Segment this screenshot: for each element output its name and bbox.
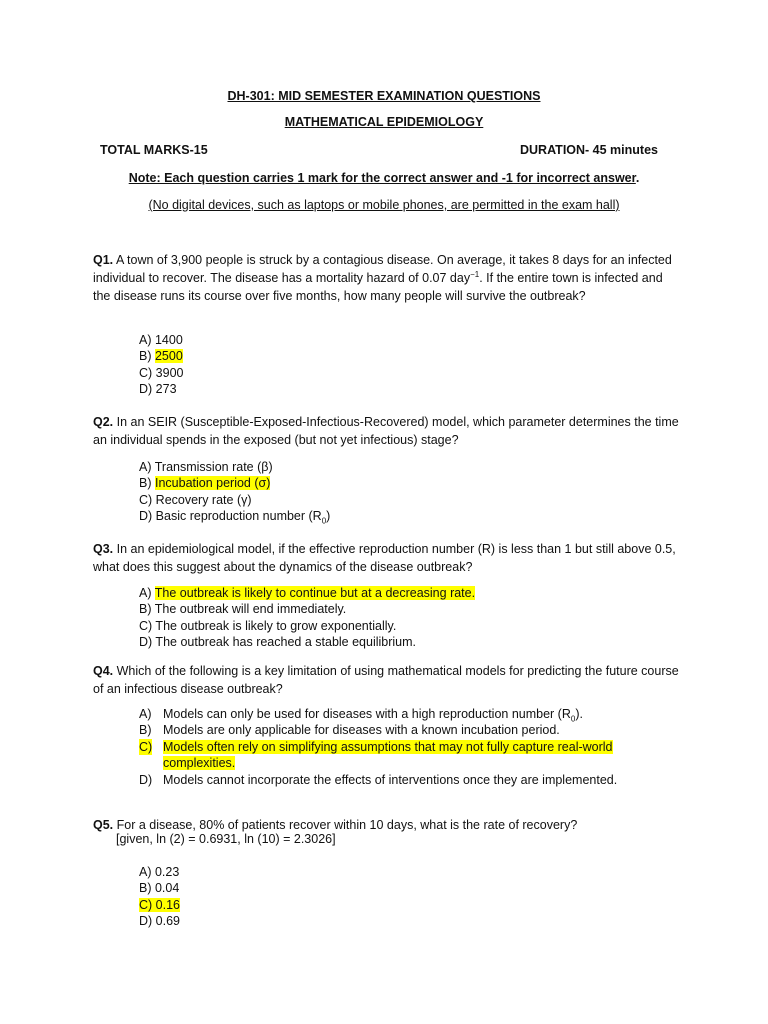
q3-option-c: C) The outbreak is likely to grow exponentially. (139, 618, 397, 633)
devices-note: (No digital devices, such as laptops or mobile phones, are permitted in the exam hall) (148, 198, 620, 212)
q4-option-c-label: C) (139, 739, 153, 754)
q3-option-a-label: A) (139, 586, 155, 600)
question-2-number: Q2. (93, 415, 114, 429)
total-marks: TOTAL MARKS-15 (100, 143, 208, 157)
q4-option-c-answer-line-1: Models often rely on simplifying assumptions that may not fully capture real-world (163, 739, 613, 754)
question-3-number: Q3. (93, 542, 114, 556)
q1-option-b-label: B) (139, 349, 155, 364)
question-3-text: In an epidemiological model, if the effective reproduction number (R) is less than 1 but still above 0.5, what does this suggest about the dynamics of the disease outbreak? (93, 542, 676, 574)
marking-note-period: . (635, 171, 640, 185)
q4-option-a (139, 706, 679, 722)
question-3 (93, 540, 683, 576)
q2-option-a: A) Transmission rate (β) (139, 460, 273, 474)
question-1-superscript: −1 (470, 269, 480, 279)
question-4-options (139, 706, 679, 788)
question-1-options (139, 332, 183, 398)
question-4 (93, 662, 683, 698)
q2-option-b-answer: Incubation period (σ) (154, 476, 271, 491)
q1-option-b (139, 348, 183, 364)
q5-option-a: A) 0.23 (139, 865, 180, 879)
q3-option-b: B) The outbreak will end immediately. (139, 602, 347, 617)
q4-option-a-label: A) (139, 707, 152, 721)
q5-option-c-answer: C) 0.16 (139, 897, 180, 912)
q4-option-a-subscript: 0 (570, 714, 576, 724)
q3-option-d: D) The outbreak has reached a stable equilibrium. (139, 635, 417, 650)
question-5-options (139, 864, 180, 930)
q2-option-d-end: ) (326, 509, 331, 524)
q3-option-a (139, 585, 475, 601)
q2-option-d-subscript: 0 (321, 516, 327, 526)
question-1 (93, 251, 683, 305)
q2-option-d (139, 508, 330, 524)
q2-option-d-text: D) Basic reproduction number (R (139, 509, 322, 524)
question-5-given: [given, ln (2) = 0.6931, ln (10) = 2.3026] (116, 832, 336, 846)
q1-option-b-answer: 2500 (154, 349, 183, 364)
q4-option-b (139, 722, 679, 738)
marking-note-text: Note: Each question carries 1 mark for the correct answer and -1 for incorrect answer (128, 171, 636, 185)
question-4-text: Which of the following is a key limitation of using mathematical models for predicting the future course of an infectious disease outbreak? (93, 664, 679, 696)
q4-option-c-answer-line-2: complexities. (163, 756, 236, 771)
exam-title: DH-301: MID SEMESTER EXAMINATION QUESTIONS (227, 89, 541, 103)
q4-option-a-text: Models can only be used for diseases with a high reproduction number (R (163, 707, 571, 721)
subject-title: MATHEMATICAL EPIDEMIOLOGY (284, 115, 484, 129)
q2-option-b-label: B) (139, 476, 155, 491)
q4-option-b-label: B) (139, 723, 152, 738)
q1-option-a: A) 1400 (139, 333, 183, 347)
question-1-number: Q1. (93, 253, 114, 267)
q1-option-d: D) 273 (139, 382, 177, 397)
q4-option-d (139, 772, 679, 788)
q5-option-c (139, 897, 180, 913)
question-2-options (139, 459, 330, 525)
q4-option-a-end: ). (575, 707, 583, 721)
q4-option-d-text: Models cannot incorporate the effects of interventions once they are implemented. (163, 772, 618, 787)
q4-option-b-text: Models are only applicable for diseases with a known incubation period. (163, 723, 560, 738)
q5-option-d: D) 0.69 (139, 914, 180, 929)
q4-option-d-label: D) (139, 772, 153, 787)
duration: DURATION- 45 minutes (520, 143, 658, 157)
question-5-number: Q5. (93, 818, 114, 832)
question-2 (93, 413, 683, 449)
q1-option-c: C) 3900 (139, 365, 184, 380)
q4-option-c (139, 739, 679, 772)
question-5-text: For a disease, 80% of patients recover within 10 days, what is the rate of recovery? (113, 818, 578, 832)
question-2-text: In an SEIR (Susceptible-Exposed-Infectious-Recovered) model, which parameter determines the time an individual spends in the exposed (but not yet infectious) stage? (93, 415, 679, 447)
q5-option-b: B) 0.04 (139, 881, 180, 896)
q2-option-b (139, 475, 330, 491)
q3-option-a-answer: The outbreak is likely to continue but at a decreasing rate. (154, 586, 476, 600)
marking-note (0, 171, 768, 185)
question-3-options (139, 585, 475, 651)
question-4-number: Q4. (93, 664, 114, 678)
question-1-text-a: A town of 3,900 people is struck by a contagious disease. On average, it takes 8 days for an infected individual to recover. The disease has a mortality hazard of 0.07 day (93, 253, 672, 285)
question-1-text-b: . If the entire town is infected and the disease runs its course over five months, how many people will survive the outbreak? (93, 271, 663, 303)
q2-option-c: C) Recovery rate (γ) (139, 492, 252, 507)
